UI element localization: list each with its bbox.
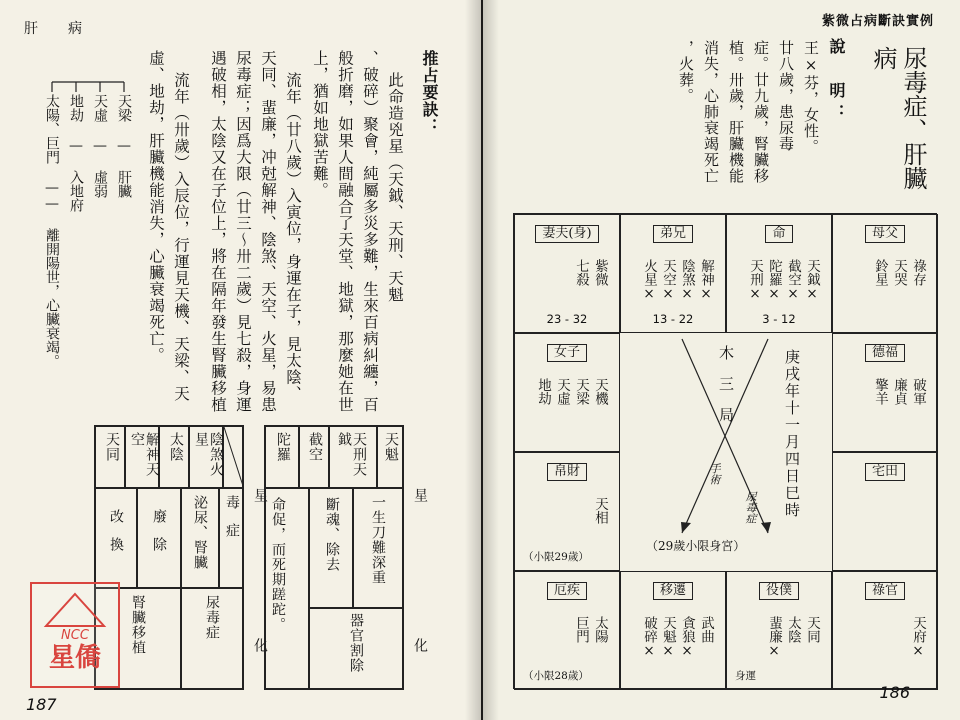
palace-name — [515, 582, 619, 600]
t1-star-tiantong: 天同 — [104, 432, 120, 462]
palace-name — [515, 463, 619, 481]
t1-gaihuan: 改換 — [108, 509, 124, 565]
palace-name-label: 命 — [765, 225, 792, 243]
explanation-label: 說 明： — [827, 38, 846, 126]
palace-name-label: 移遷 — [653, 582, 693, 600]
body-column-4: 上，猶如地獄苦難。 — [311, 50, 329, 199]
t2-label-star: 星 — [412, 488, 428, 502]
star: 火星× — [641, 259, 657, 302]
left-page-number: 187 — [26, 695, 57, 714]
palace-name-label: 役僕 — [759, 582, 799, 600]
star: 天鉞× — [804, 259, 820, 302]
palace-name — [727, 582, 831, 600]
explanation-col-3: 症。廿九歲，腎臟移 — [752, 40, 770, 184]
star: 破碎× — [641, 616, 657, 659]
explanation-col-2: 廿八歲，患尿毒 — [777, 40, 795, 152]
palace-name-label: 帛財 — [547, 463, 587, 481]
star: 天機 — [592, 378, 608, 405]
palace-name-label: 祿官 — [865, 582, 905, 600]
t2-top-cell-3 — [329, 426, 377, 488]
center-birth: 庚戌年十一月四日巳時 — [783, 349, 801, 519]
palace-stars — [641, 259, 713, 302]
stamp-name: 星僑 — [48, 643, 101, 673]
palace-name — [833, 463, 937, 481]
t2-star-tianxing: 天刑天鉞 — [336, 432, 367, 477]
t2-star-tuoluo: 陀羅 — [275, 432, 291, 462]
star: 武曲 — [698, 616, 714, 643]
palace-name — [515, 225, 619, 243]
star: 天梁 — [573, 378, 589, 405]
star: 天相 — [592, 497, 608, 524]
center-ju: 木三局 — [717, 345, 735, 438]
body-column-8: 遇破相，太陰又在子位上，將在隔年發生腎臟移植 — [209, 50, 227, 413]
body-column-3: 般折磨，如果人間融合了天堂、地獄，那麼她在世 — [336, 50, 354, 413]
t1-change — [95, 488, 137, 588]
palace-limit-note: （小限29歲） — [523, 551, 589, 563]
t1-corner — [223, 426, 243, 488]
t1-urinary — [181, 488, 219, 588]
t2-qiguan-gechu: 器官割除 — [348, 613, 364, 673]
palace-stars — [910, 616, 925, 659]
right-running-header: 紫微占病斷訣實例 — [821, 14, 934, 29]
star: 太陰 — [785, 616, 801, 643]
palace-2 — [726, 214, 832, 333]
body-column-9: 流年（卅歲）入辰位，行運見天機、天梁、天 — [172, 72, 190, 402]
star: 貪狼× — [679, 616, 695, 659]
ziwei-chart — [513, 213, 937, 689]
palace-stars — [872, 259, 925, 286]
t2-label-transform: 化 — [412, 638, 428, 652]
star: 天刑× — [747, 259, 763, 302]
right-page — [483, 0, 960, 720]
t2-star-jiekong: 截空 — [307, 432, 323, 462]
case-title: 尿毒症、肝臟病 — [869, 46, 927, 190]
star: 天府× — [910, 616, 926, 659]
t1-miniao: 泌尿、腎臟 — [192, 495, 208, 570]
t1-uremia — [181, 588, 243, 689]
star: 廉貞 — [891, 378, 907, 405]
body-column-10: 虛、地劫，肝臟機能消失，心臟衰竭死亡。 — [147, 50, 165, 364]
explanation-col-5: 消失，心肺衰竭死亡 — [702, 40, 720, 184]
t1-abolish — [137, 488, 181, 588]
star: 解神× — [698, 259, 714, 302]
palace-stars — [766, 616, 819, 659]
t2-top-cell-2 — [299, 426, 329, 488]
t1-star-taiyin: 太陰 — [168, 432, 184, 462]
body-column-6: 天同、蜚廉，冲尅解神、陰煞、天空、火星，易患 — [259, 50, 277, 413]
t1-niaoduzheng: 尿毒症 — [204, 595, 220, 640]
star-transform-table-2 — [264, 425, 404, 690]
palace-8 — [514, 571, 620, 690]
palace-limit-note: 身運 — [735, 670, 756, 682]
star: 太陽 — [592, 616, 608, 643]
palace-0 — [514, 214, 620, 333]
palace-name — [833, 225, 937, 243]
star: 天虛 — [554, 378, 570, 405]
body-column-2: 、破碎）聚會，純屬多災多難，生來百病糾纏，百 — [361, 50, 379, 413]
star: 蜚廉× — [766, 616, 782, 659]
palace-stars — [535, 378, 607, 405]
star: 陰煞× — [679, 259, 695, 302]
palace-name — [621, 582, 725, 600]
t2-top-cell-1 — [265, 426, 299, 488]
palace-name-label: 女子 — [547, 344, 587, 362]
palace-age-range: 23 - 32 — [546, 312, 588, 326]
palace-6 — [514, 452, 620, 571]
body-column-1: 此命造兇星（天鉞、天刑、天魁 — [386, 72, 404, 303]
explanation-col-1: 王×芬，女性。 — [802, 40, 820, 155]
palace-name-label: 弟兄 — [653, 225, 693, 243]
t2-duanhun: 斷魂、除去 — [324, 497, 340, 572]
section-title: 推占要訣： — [420, 50, 439, 135]
body-column-7: 尿毒症；因爲大限（廿三～卅二歲）見七殺，身運 — [234, 50, 252, 413]
right-page-number: 186 — [879, 683, 910, 702]
palace-stars — [573, 616, 607, 643]
t1-star-yinsha: 陰煞火星 — [193, 432, 224, 477]
t2-star-tiankui: 天魁 — [383, 432, 399, 462]
star: 地劫 — [535, 378, 551, 405]
palace-3 — [832, 214, 938, 333]
tree-node-tianxu: 天虛 — 虛弱 — [92, 94, 108, 198]
palace-name — [833, 582, 937, 600]
palace-1 — [620, 214, 726, 333]
star: 天魁× — [660, 616, 676, 659]
palace-name — [515, 344, 619, 362]
star: 破軍 — [910, 378, 926, 405]
palace-name-label: 德福 — [865, 344, 905, 362]
left-running-header: 肝 病 — [24, 21, 90, 37]
t1-label-star: 星 — [252, 488, 268, 502]
center-hand2: 尿毒症 — [744, 491, 757, 524]
tree-node-taiyang-jumen: 太陽、巨門 —— 離開陽世，心臟衰竭。 — [44, 94, 60, 368]
palace-5 — [832, 333, 938, 452]
triangle-logo-icon — [32, 590, 118, 630]
t1-diagonal — [224, 427, 244, 489]
ncc-stamp — [30, 582, 120, 688]
star: 紫微 — [592, 259, 608, 286]
t2-top-cell-4 — [377, 426, 403, 488]
t1-top-cell-3 — [159, 426, 189, 488]
body-column-5: 流年（廿八歲）入寅位，身運在子，見太陰、 — [284, 72, 302, 402]
palace-name-label: 妻夫(身) — [535, 225, 598, 243]
palace-stars — [747, 259, 819, 302]
cause-tree — [22, 70, 142, 370]
t1-duzheng: 毒症 — [224, 495, 240, 551]
palace-11 — [832, 571, 938, 690]
palace-stars — [641, 616, 713, 659]
t2-daonan: 一生刀難深重 — [370, 495, 386, 585]
star: 天空× — [660, 259, 676, 302]
palace-stars — [592, 497, 607, 524]
t2-soul — [309, 488, 353, 608]
palace-name-label: 厄疾 — [547, 582, 587, 600]
palace-name — [621, 225, 725, 243]
palace-age-range: 13 - 22 — [652, 312, 694, 326]
palace-stars — [573, 259, 607, 286]
star: 擎羊 — [872, 378, 888, 405]
star: 陀羅× — [766, 259, 782, 302]
t2-fate — [265, 488, 309, 689]
palace-10 — [726, 571, 832, 690]
palace-9 — [620, 571, 726, 690]
star: 鈴星 — [872, 259, 888, 286]
tree-node-tianliang: 天梁 — 肝臟 — [116, 94, 132, 198]
explanation-col-6: ，火葬。 — [677, 40, 695, 104]
star: 截空× — [785, 259, 801, 302]
star: 天哭 — [891, 259, 907, 286]
t2-knife — [353, 488, 403, 608]
center-hand1: 手術 — [708, 463, 721, 485]
t1-feichu: 廢除 — [151, 509, 167, 565]
t2-mingcu: 命促，而死期蹉跎。 — [270, 497, 286, 632]
star: 祿存 — [910, 259, 926, 286]
palace-4 — [514, 333, 620, 452]
palace-name-label: 宅田 — [865, 463, 905, 481]
gutter-shadow — [483, 0, 499, 720]
t1-shenzang-yizhi: 腎臟移植 — [130, 595, 146, 655]
t1-top-cell-4 — [189, 426, 223, 488]
t1-toxic — [219, 488, 243, 588]
palace-name — [833, 344, 937, 362]
chart-center — [620, 333, 832, 571]
t1-star-jieshen: 解神天空 — [129, 432, 160, 477]
palace-7 — [832, 452, 938, 571]
star: 天同 — [804, 616, 820, 643]
palace-name — [727, 225, 831, 243]
tree-node-dijie: 地劫 — 入地府 — [68, 94, 84, 212]
palace-stars — [872, 378, 925, 405]
t1-top-cell-1 — [95, 426, 125, 488]
star: 巨門 — [573, 616, 589, 643]
palace-age-range: 3 - 12 — [762, 312, 796, 326]
t1-label-transform: 化 — [252, 638, 268, 652]
t2-organ-removal — [309, 608, 403, 689]
palace-name-label: 母父 — [865, 225, 905, 243]
t1-top-cell-2 — [125, 426, 159, 488]
center-note: （29歲小限身宮） — [646, 539, 746, 553]
palace-limit-note: （小限28歲） — [523, 670, 589, 682]
stamp-brand: NCC — [61, 628, 89, 643]
gutter-shadow — [465, 0, 481, 720]
star: 七殺 — [573, 259, 589, 286]
explanation-col-4: 植。卅歲，肝臟機能 — [727, 40, 745, 184]
